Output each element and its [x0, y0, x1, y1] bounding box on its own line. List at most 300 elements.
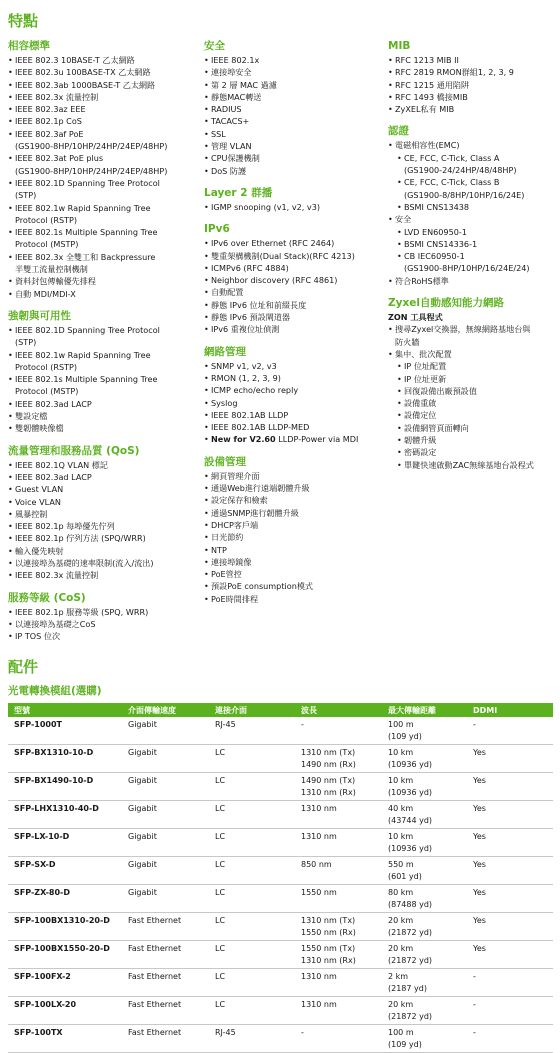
- column-header: 介面傳輸速度: [122, 703, 209, 717]
- section-heading: 安全: [204, 40, 225, 52]
- feature-item: [204, 79, 384, 91]
- features-columns: [8, 40, 558, 640]
- table-cell: 1550 nm (Tx) 1310 nm (Rx): [295, 941, 382, 969]
- feature-item: [204, 237, 384, 249]
- feature-item: [204, 470, 384, 482]
- table-cell: 1310 nm: [295, 829, 382, 857]
- accessories-title: 配件: [8, 658, 39, 676]
- feature-item-text: 預設PoE consumption模式: [211, 581, 314, 592]
- feature-item-text: 以連接埠為基礎之CoS: [15, 618, 96, 629]
- feature-item: [204, 286, 384, 298]
- feature-item: [8, 152, 198, 177]
- table-cell: 100 m (109 yd): [382, 1025, 467, 1053]
- table-cell: LC: [209, 885, 295, 913]
- feature-item-text: IEEE 802.1Q VLAN 標記: [15, 459, 108, 470]
- feature-item-text: 通過Web進行遠端韌體升級: [211, 483, 310, 494]
- feature-item-text: PoE管控: [211, 569, 242, 580]
- feature-item: [204, 593, 384, 605]
- feature-item-text: 安全: [395, 214, 412, 225]
- table-cell: Gigabit: [122, 745, 209, 773]
- model-cell: SFP-LHX1310-40-D: [8, 801, 122, 829]
- table-cell: Yes: [467, 829, 553, 857]
- table-cell: Gigabit: [122, 773, 209, 801]
- feature-item-text: 集中、批次配置: [395, 348, 452, 359]
- feature-item-text: IPv6 重複位址偵測: [211, 324, 280, 335]
- feature-item-text: RFC 1493 橋接MIB: [395, 91, 468, 102]
- table-cell: 20 km (21872 yd): [382, 941, 467, 969]
- table-cell: 40 km (43744 yd): [382, 801, 467, 829]
- table-row: [8, 969, 553, 997]
- table-cell: LC: [209, 773, 295, 801]
- table-cell: RJ-45: [209, 1025, 295, 1053]
- section-heading: 服務等級 (CoS): [8, 591, 86, 604]
- feature-item: [8, 373, 198, 398]
- table-cell: -: [467, 969, 553, 997]
- feature-item-text: 輸入優先映射: [15, 545, 64, 556]
- feature-item: [8, 115, 198, 127]
- feature-item-text: CE, FCC, C-Tick, Class B (GS1900-8/8HP/10HP/16/24E): [404, 177, 525, 200]
- table-cell: LC: [209, 829, 295, 857]
- feature-item-text: 單鍵快速啟動ZAC無線基地台設程式: [404, 459, 534, 470]
- section-intro: ZON 工具程式: [388, 312, 443, 323]
- feature-item: [204, 531, 384, 543]
- feature-list: [8, 54, 198, 300]
- table-cell: 2 km (2187 yd): [382, 969, 467, 997]
- feature-item-text: 雙韌體映像檔: [15, 423, 64, 434]
- table-row: [8, 885, 553, 913]
- feature-item: [388, 213, 560, 225]
- feature-item: [388, 446, 560, 458]
- table-cell: 20 km (21872 yd): [382, 997, 467, 1025]
- feature-item-text: IEEE 802.1w Rapid Spanning Tree Protocol (RSTP): [15, 349, 151, 372]
- table-cell: LC: [209, 941, 295, 969]
- feature-item: [388, 434, 560, 446]
- feature-item: [8, 508, 198, 520]
- feature-item-text: RFC 1213 MIB II: [395, 55, 459, 65]
- table-cell: -: [467, 1025, 553, 1053]
- feature-list: [204, 54, 384, 177]
- table-cell: 1310 nm: [295, 969, 382, 997]
- feature-item: [204, 433, 384, 445]
- feature-item: [8, 54, 198, 66]
- feature-item-text: BSMI CNS14336-1: [404, 238, 478, 249]
- feature-item: [388, 226, 560, 238]
- section-heading: MIB: [388, 40, 411, 52]
- table-cell: Yes: [467, 913, 553, 941]
- table-cell: Yes: [467, 857, 553, 885]
- feature-item: [8, 251, 198, 276]
- model-cell: SFP-100LX-20: [8, 997, 122, 1025]
- table-cell: 80 km (87488 yd): [382, 885, 467, 913]
- feature-item-text: TACACS+: [211, 116, 250, 127]
- feature-item-text: 以連接埠為基礎的速率限制(流入/流出): [15, 557, 154, 568]
- feature-item-text: IEEE 802.1AB LLDP-MED: [211, 422, 310, 433]
- section-heading: 流量管理和服務品質 (QoS): [8, 444, 140, 457]
- table-cell: LC: [209, 969, 295, 997]
- table-cell: -: [467, 997, 553, 1025]
- feature-item-text: 資料封包傳輸優先排程: [15, 276, 96, 287]
- feature-item: [204, 299, 384, 311]
- table-cell: 1550 nm: [295, 885, 382, 913]
- feature-item: [388, 385, 560, 397]
- table-row: [8, 857, 553, 885]
- feature-item: [388, 373, 560, 385]
- feature-item: [204, 91, 384, 103]
- model-cell: SFP-100TX: [8, 1025, 122, 1053]
- feature-item: [388, 91, 560, 103]
- feature-item: [8, 606, 198, 618]
- table-cell: 1310 nm (Tx) 1550 nm (Rx): [295, 913, 382, 941]
- feature-item-text: IEEE 802.1p 每埠優先佇列: [15, 521, 115, 532]
- feature-item-text: Guest VLAN: [15, 484, 64, 495]
- feature-item-text: IEEE 802.3af PoE (GS1900-8HP/10HP/24HP/24EP/48HP): [15, 128, 168, 152]
- sfp-table: [8, 703, 553, 1053]
- feature-item: [8, 79, 198, 91]
- model-cell: SFP-1000T: [8, 717, 122, 745]
- feature-item: [8, 103, 198, 115]
- feature-item-text: 靜態 IPv6 位址和前綴長度: [211, 299, 307, 310]
- feature-item-text: LLDP-Power via MDI: [275, 434, 359, 445]
- model-cell: SFP-SX-D: [8, 857, 122, 885]
- feature-item-text: 自動配置: [211, 287, 244, 298]
- feature-item: [8, 66, 198, 78]
- table-cell: Gigabit: [122, 829, 209, 857]
- feature-item: [388, 152, 560, 177]
- feature-column: [204, 40, 384, 605]
- feature-item-text: 設備定位: [404, 410, 437, 421]
- feature-list: [8, 459, 198, 582]
- feature-item: [204, 274, 384, 286]
- table-row: [8, 829, 553, 857]
- column-header: 波長: [295, 703, 382, 717]
- feature-item: [388, 201, 560, 213]
- feature-item: [8, 349, 198, 374]
- feature-item-text: 設備重啟: [404, 398, 437, 409]
- feature-item-text: Neighbor discovery (RFC 4861): [211, 275, 338, 286]
- table-cell: -: [295, 717, 382, 745]
- feature-item-text: IEEE 802.3x 全雙工和 Backpressure 半雙工流量控制機制: [15, 251, 156, 275]
- feature-list: [388, 139, 560, 287]
- section-heading: 網路管理: [204, 345, 246, 358]
- feature-list: [8, 324, 198, 435]
- feature-item: [388, 459, 560, 471]
- feature-item-text: 日光節約: [211, 532, 244, 543]
- table-cell: Gigabit: [122, 885, 209, 913]
- table-cell: 20 km (21872 yd): [382, 913, 467, 941]
- section-heading: 認證: [388, 125, 409, 138]
- feature-item: [204, 152, 384, 164]
- feature-item: [388, 238, 560, 250]
- feature-item-text: 符合RoHS標準: [395, 275, 449, 286]
- model-cell: SFP-100BX1550-20-D: [8, 941, 122, 969]
- features-title: 特點: [8, 12, 39, 30]
- table-cell: 10 km (10936 yd): [382, 745, 467, 773]
- feature-item: [388, 323, 560, 348]
- feature-item-text: IEEE 802.1s Multiple Spanning Tree Protocol (MSTP): [15, 374, 158, 397]
- feature-item-text: ZyXEL私有 MIB: [395, 104, 455, 115]
- feature-column: [8, 40, 198, 642]
- model-cell: SFP-100BX1310-20-D: [8, 913, 122, 941]
- feature-item-text: IEEE 802.1p 佇列方法 (SPQ/WRR): [15, 533, 146, 544]
- table-cell: Yes: [467, 941, 553, 969]
- feature-item: [388, 66, 560, 78]
- feature-item-text: IEEE 802.3ab 1000BASE-T 乙太網路: [15, 79, 156, 90]
- model-cell: SFP-BX1310-10-D: [8, 745, 122, 773]
- feature-item-text: 連接埠鏡像: [211, 556, 252, 567]
- feature-item: [8, 532, 198, 544]
- table-cell: 10 km (10936 yd): [382, 829, 467, 857]
- table-cell: 1310 nm: [295, 997, 382, 1025]
- feature-item: [8, 422, 198, 434]
- section-heading: IPv6: [204, 223, 230, 236]
- feature-item-text: 回復設備出廠預設值: [404, 385, 477, 396]
- feature-item: [8, 471, 198, 483]
- feature-item: [8, 630, 198, 642]
- table-row: [8, 913, 553, 941]
- feature-item: [204, 311, 384, 323]
- feature-item: [204, 384, 384, 396]
- table-cell: 1310 nm (Tx) 1490 nm (Rx): [295, 745, 382, 773]
- table-cell: Gigabit: [122, 801, 209, 829]
- feature-item: [8, 288, 198, 300]
- table-cell: LC: [209, 801, 295, 829]
- feature-item-text: 連接埠安全: [211, 67, 252, 78]
- feature-item: [388, 348, 560, 360]
- feature-item: [388, 275, 560, 287]
- table-cell: Fast Ethernet: [122, 1025, 209, 1053]
- feature-item-text: RFC 1215 通用陷阱: [395, 79, 470, 90]
- table-row: [8, 717, 553, 745]
- feature-item: [388, 360, 560, 372]
- feature-item-text: CB IEC60950-1 (GS1900-8HP/10HP/16/24E/24): [404, 251, 530, 274]
- feature-item: [204, 507, 384, 519]
- feature-item-text: 雙設定檔: [15, 411, 48, 422]
- feature-item: [204, 556, 384, 568]
- model-cell: SFP-LX-10-D: [8, 829, 122, 857]
- feature-item: [8, 410, 198, 422]
- feature-item-text: 密碼設定: [404, 447, 437, 458]
- feature-item-text: RFC 2819 RMON群組1, 2, 3, 9: [395, 67, 514, 78]
- table-cell: Fast Ethernet: [122, 941, 209, 969]
- feature-item: [388, 176, 560, 201]
- feature-item: [8, 483, 198, 495]
- feature-item-text: SSL: [211, 128, 226, 139]
- feature-item: [204, 115, 384, 127]
- feature-column: [388, 40, 560, 471]
- feature-item: [8, 324, 198, 349]
- feature-item-text: 雙重架構機制(Dual Stack)(RFC 4213): [211, 250, 355, 261]
- feature-item: [204, 103, 384, 115]
- feature-item: [204, 66, 384, 78]
- feature-item-text: DoS 防護: [211, 165, 247, 176]
- feature-item-text: LVD EN60950-1: [404, 226, 467, 237]
- column-header: 連接介面: [209, 703, 295, 717]
- table-header-row: [8, 703, 553, 717]
- feature-item-text: ICMP echo/echo reply: [211, 385, 299, 396]
- table-cell: 100 m (109 yd): [382, 717, 467, 745]
- table-cell: 1490 nm (Tx) 1310 nm (Rx): [295, 773, 382, 801]
- feature-item-text: CPU保護機制: [211, 153, 260, 164]
- feature-item: [388, 103, 560, 115]
- feature-item-text: IEEE 802.3ad LACP: [15, 398, 92, 409]
- feature-item: [204, 494, 384, 506]
- feature-item: [204, 568, 384, 580]
- feature-item-text: IP TOS 位次: [15, 631, 61, 642]
- feature-item-text: IEEE 802.1AB LLDP: [211, 409, 289, 420]
- feature-item: [204, 372, 384, 384]
- feature-item: [204, 580, 384, 592]
- feature-item: [8, 496, 198, 508]
- feature-item: [204, 482, 384, 494]
- feature-item: [8, 569, 198, 581]
- feature-item-text: IEEE 802.1s Multiple Spanning Tree Protocol (MSTP): [15, 227, 158, 250]
- feature-item: [204, 409, 384, 421]
- feature-item-text: IEEE 802.3ad LACP: [15, 471, 92, 482]
- feature-item-text: ICMPv6 (RFC 4884): [211, 262, 289, 273]
- feature-item-text: IEEE 802.3az EEE: [15, 104, 86, 115]
- table-cell: Fast Ethernet: [122, 969, 209, 997]
- table-cell: 1310 nm: [295, 801, 382, 829]
- feature-item: [204, 360, 384, 372]
- feature-item-text: IP 位址更新: [404, 373, 447, 384]
- table-cell: 10 km (10936 yd): [382, 773, 467, 801]
- feature-item-text: CE, FCC, C-Tick, Class A (GS1900-24/24HP/48/48HP): [404, 152, 517, 176]
- section-heading: Layer 2 群播: [204, 186, 273, 199]
- table-cell: Yes: [467, 801, 553, 829]
- feature-item: [8, 398, 198, 410]
- feature-item-text: 網頁管理介面: [211, 470, 260, 481]
- section-heading: 強韌與可用性: [8, 309, 71, 322]
- feature-item-text: IEEE 802.1w Rapid Spanning Tree Protocol (RSTP): [15, 202, 151, 225]
- table-cell: Gigabit: [122, 717, 209, 745]
- feature-item: [8, 202, 198, 227]
- feature-item-text: BSMI CNS13438: [404, 201, 470, 212]
- column-header: 型號: [8, 703, 122, 717]
- feature-item: [204, 250, 384, 262]
- feature-item: [204, 397, 384, 409]
- table-cell: 550 m (601 yd): [382, 857, 467, 885]
- feature-item: [388, 409, 560, 421]
- feature-item: [388, 79, 560, 91]
- feature-item: [8, 91, 198, 103]
- feature-item-text: RMON (1, 2, 3, 9): [211, 372, 281, 383]
- feature-item-text: IP 位址配置: [404, 361, 447, 372]
- feature-item-text: 通過SNMP進行韌體升級: [211, 507, 299, 518]
- feature-item-text: IEEE 802.1D Spanning Tree Protocol (STP): [15, 324, 160, 348]
- table-cell: LC: [209, 745, 295, 773]
- feature-item-text: IEEE 802.3x 流量控制: [15, 91, 99, 102]
- feature-list: [204, 470, 384, 605]
- feature-item-text: 靜態 IPv6 預設閘道器: [211, 312, 291, 323]
- table-row: [8, 745, 553, 773]
- column-header: 最大傳輸距離: [382, 703, 467, 717]
- feature-list: [8, 606, 198, 643]
- table-cell: LC: [209, 997, 295, 1025]
- feature-list: [204, 360, 384, 446]
- section-heading: 設備管理: [204, 455, 246, 468]
- feature-item: [204, 201, 384, 213]
- feature-item: [204, 54, 384, 66]
- feature-item: [204, 544, 384, 556]
- model-cell: SFP-100FX-2: [8, 969, 122, 997]
- feature-item-text: IEEE 802.1p CoS: [15, 116, 82, 127]
- feature-item-text: IEEE 802.3u 100BASE-TX 乙太網路: [15, 67, 151, 78]
- feature-item-text: IEEE 802.3at PoE plus (GS1900-8HP/10HP/24HP/24EP/48HP): [15, 153, 168, 176]
- feature-item-text: 管理 VLAN: [211, 141, 252, 152]
- feature-item-text: 設備網管頁面轉向: [404, 422, 469, 433]
- feature-item-text: 靜態MAC轉送: [211, 91, 262, 102]
- feature-item: [388, 397, 560, 409]
- table-row: [8, 773, 553, 801]
- feature-item: [8, 177, 198, 202]
- feature-item: [388, 250, 560, 275]
- table-row: [8, 1025, 553, 1053]
- table-cell: -: [467, 717, 553, 745]
- feature-item-text: IEEE 802.1x: [211, 55, 260, 65]
- table-row: [8, 997, 553, 1025]
- table-cell: Yes: [467, 773, 553, 801]
- table-cell: Yes: [467, 885, 553, 913]
- feature-list: [388, 54, 560, 115]
- feature-item: [8, 128, 198, 153]
- sfp-modules-subtitle: 光電轉換模組(選購): [8, 685, 102, 697]
- feature-item: [204, 262, 384, 274]
- table-cell: LC: [209, 913, 295, 941]
- feature-item-text: 風暴控制: [15, 508, 48, 519]
- table-cell: Gigabit: [122, 857, 209, 885]
- column-header: DDMI: [467, 703, 553, 717]
- model-cell: SFP-ZX-80-D: [8, 885, 122, 913]
- table-row: [8, 801, 553, 829]
- feature-item: [204, 421, 384, 433]
- section-heading: 相容標準: [8, 40, 50, 52]
- feature-list: [204, 201, 384, 213]
- feature-item-text: IGMP snooping (v1, v2, v3): [211, 201, 320, 212]
- feature-item-text: DHCP客戶端: [211, 519, 259, 530]
- feature-item-text: 搜尋Zyxel交換器，無線網路基地台與 防火牆: [395, 324, 531, 347]
- feature-item: [8, 226, 198, 251]
- table-row: [8, 941, 553, 969]
- feature-item: [204, 140, 384, 152]
- feature-item-text: IEEE 802.1p 服務等級 (SPQ, WRR): [15, 606, 149, 617]
- feature-item-highlight: New for V2.60: [211, 434, 276, 445]
- feature-item-text: NTP: [211, 544, 227, 555]
- feature-item: [8, 557, 198, 569]
- table-cell: LC: [209, 857, 295, 885]
- feature-list: [204, 237, 384, 335]
- feature-item: [8, 545, 198, 557]
- feature-item-text: RADIUS: [211, 104, 242, 115]
- model-cell: SFP-BX1490-10-D: [8, 773, 122, 801]
- feature-item-text: SNMP v1, v2, v3: [211, 360, 277, 371]
- feature-item: [204, 323, 384, 335]
- feature-item: [204, 519, 384, 531]
- feature-item: [8, 459, 198, 471]
- table-cell: Yes: [467, 745, 553, 773]
- table-cell: -: [295, 1025, 382, 1053]
- feature-item-text: Syslog: [211, 397, 238, 408]
- feature-item: [8, 520, 198, 532]
- feature-item-text: IEEE 802.3 10BASE-T 乙太網路: [15, 55, 135, 65]
- table-cell: Fast Ethernet: [122, 997, 209, 1025]
- feature-item-text: 自動 MDI/MDI-X: [15, 288, 76, 299]
- feature-list: [388, 323, 560, 471]
- feature-item-text: 第 2 層 MAC 過濾: [211, 79, 277, 90]
- feature-item: [388, 139, 560, 151]
- feature-item-text: 韌體升級: [404, 435, 437, 446]
- section-heading: Zyxel自動感知能力網路: [388, 297, 504, 310]
- feature-item-text: PoE時間排程: [211, 593, 259, 604]
